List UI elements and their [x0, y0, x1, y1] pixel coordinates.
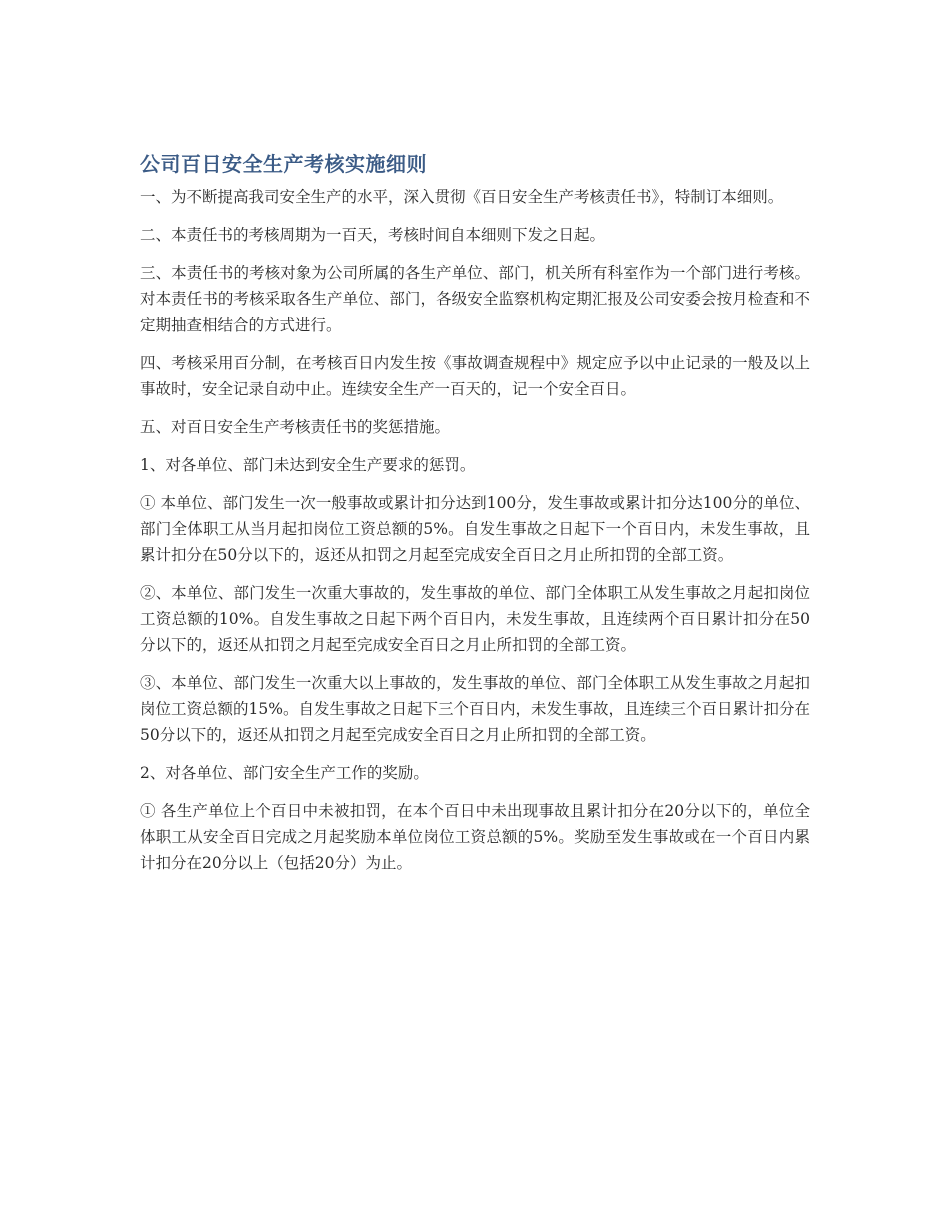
- paragraph-9: ③、本单位、部门发生一次重大以上事故的，发生事故的单位、部门全体职工从发生事故之月起扣岗位工资总额的15%。自发生事故之日起下三个百日内，未发生事故，且连续三个百日累计扣分在50分以下的，返还从扣罚之月起至完成安全百日之月止所扣罚的全部工资。: [140, 674, 810, 744]
- paragraph-7: ① 本单位、部门发生一次一般事故或累计扣分达到100分，发生事故或累计扣分达100分的单位、部门全体职工从当月起扣岗位工资总额的5%。自发生事故之日起下一个百日内，未发生事故，且累计扣分在50分以下的，返还从扣罚之月起至完成安全百日之月止所扣罚的全部工资。: [140, 494, 810, 564]
- paragraph-3: 三、本责任书的考核对象为公司所属的各生产单位、部门，机关所有科室作为一个部门进行考核。对本责任书的考核采取各生产单位、部门，各级安全监察机构定期汇报及公司安委会按月检查和不定期抽查相结合的方式进行。: [140, 264, 810, 334]
- paragraph-6: 1、对各单位、部门未达到安全生产要求的惩罚。: [140, 456, 476, 474]
- document-title: 公司百日安全生产考核实施细则: [140, 152, 427, 176]
- paragraph-5: 五、对百日安全生产考核责任书的奖惩措施。: [140, 418, 451, 436]
- paragraph-8: ②、本单位、部门发生一次重大事故的，发生事故的单位、部门全体职工从发生事故之月起扣岗位工资总额的10%。自发生事故之日起下两个百日内，未发生事故，且连续两个百日累计扣分在50分以下的，返还从扣罚之月起至完成安全百日之月止所扣罚的全部工资。: [140, 584, 810, 654]
- document-page: [140, 148, 810, 888]
- paragraph-2: 二、本责任书的考核周期为一百天，考核时间自本细则下发之日起。: [140, 226, 606, 244]
- paragraph-4: 四、考核采用百分制，在考核百日内发生按《事故调查规程中》规定应予以中止记录的一般及以上事故时，安全记录自动中止。连续安全生产一百天的，记一个安全百日。: [140, 354, 810, 398]
- paragraph-1: 一、为不断提高我司安全生产的水平，深入贯彻《百日安全生产考核责任书》，特制订本细则。: [140, 188, 784, 206]
- paragraph-11: ① 各生产单位上个百日中未被扣罚，在本个百日中未出现事故且累计扣分在20分以下的，单位全体职工从安全百日完成之月起奖励本单位岗位工资总额的5%。奖励至发生事故或在一个百日内累计扣分在20分以上（包括20分）为止。: [140, 802, 810, 872]
- paragraph-10: 2、对各单位、部门安全生产工作的奖励。: [140, 764, 429, 782]
